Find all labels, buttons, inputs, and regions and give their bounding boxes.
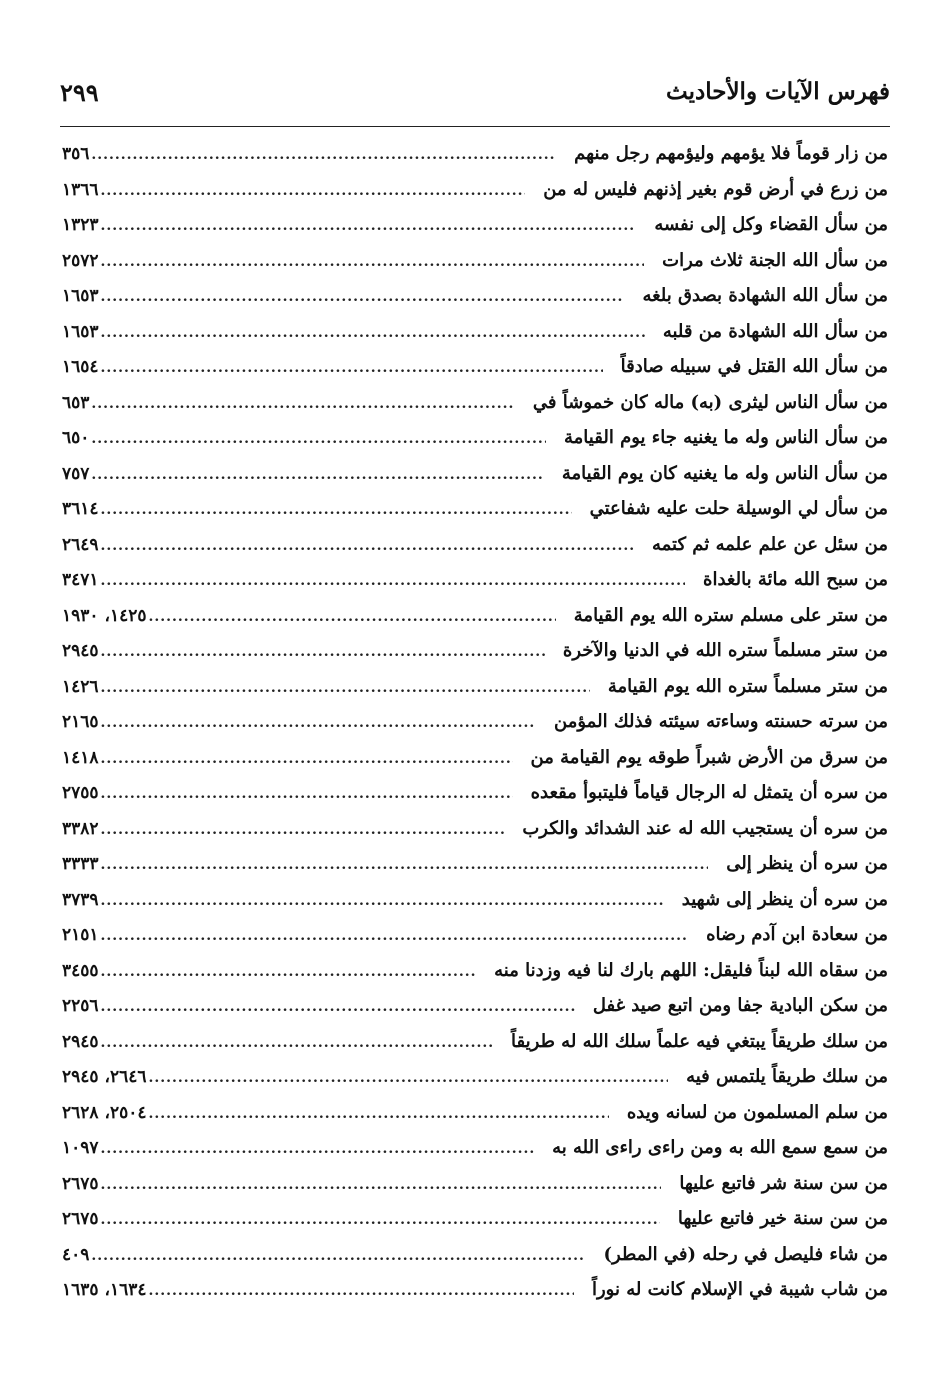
- index-entry: [62, 250, 888, 286]
- index-entry: [62, 321, 888, 357]
- entry-hadith-text: من سن سنة شر فاتبع عليها: [679, 1172, 888, 1194]
- index-entry: [62, 179, 888, 215]
- entry-hadith-text: من سأل الناس ليثرى (به) ماله كان خموشاً في: [532, 391, 888, 413]
- entry-hadith-text: من سأل الناس وله ما يغنيه جاء يوم القيامة: [564, 427, 888, 448]
- index-entry: [62, 605, 888, 641]
- entry-hadith-text: من سبح الله مائة بالغداة: [703, 569, 888, 590]
- entry-hadith-text: من سره أن يتمثل له الرجال قياماً فليتبوأ مقعده: [530, 782, 888, 803]
- entry-reference-numbers: ٢٧٥٥: [62, 783, 99, 803]
- page-header: [60, 76, 890, 116]
- index-entry: [62, 1102, 888, 1138]
- entry-reference-numbers: ٢١٦٥: [62, 712, 99, 732]
- dot-leader: [101, 360, 603, 376]
- entry-reference-numbers: ٢٢٥٦: [62, 996, 99, 1016]
- entry-hadith-text: من سكن البادية جفا ومن اتبع صيد غفل: [592, 995, 888, 1016]
- index-entry: [62, 392, 888, 428]
- entry-reference-numbers: ١٦٥٣: [62, 286, 99, 306]
- entry-reference-numbers: ١٦٣٤، ١٦٣٥: [62, 1280, 147, 1300]
- entry-reference-numbers: ٢٥٠٤، ٢٦٢٨: [62, 1102, 147, 1123]
- entry-reference-numbers: ١٤٢٥، ١٩٣٠: [62, 605, 147, 626]
- entry-hadith-text: من سن سنة خير فاتبع عليها: [677, 1208, 888, 1229]
- entry-reference-numbers: ٣٣٨٢: [62, 818, 99, 839]
- dot-leader: [101, 786, 513, 802]
- running-title: فهرس الآيات والأحاديث: [665, 78, 890, 105]
- index-entry: [62, 1137, 888, 1173]
- entry-reference-numbers: ٦٥٠: [62, 428, 90, 448]
- entry-hadith-text: من سأل لي الوسيلة حلت عليه شفاعتي: [589, 498, 888, 519]
- entry-reference-numbers: ٢٦٧٥: [62, 1173, 99, 1194]
- entry-hadith-text: من شاء فليصل في رحله (في المطر): [603, 1243, 888, 1265]
- entry-reference-numbers: ٢١٥١: [62, 925, 99, 945]
- entry-reference-numbers: ٧٥٧: [62, 463, 90, 484]
- dot-leader: [101, 1141, 535, 1157]
- index-entry: [62, 214, 888, 250]
- dot-leader: [101, 538, 634, 554]
- dot-leader: [101, 325, 645, 341]
- dot-leader: [101, 644, 545, 660]
- entry-hadith-text: من ستر على مسلم ستره الله يوم القيامة: [573, 604, 888, 626]
- entry-reference-numbers: ١٠٩٧: [62, 1138, 99, 1158]
- dot-leader: [101, 289, 625, 305]
- entry-hadith-text: من سرق من الأرض شبراً طوقه يوم القيامة من: [530, 746, 888, 768]
- index-entry: [62, 889, 888, 925]
- entry-reference-numbers: ٢٩٤٥: [62, 1031, 99, 1052]
- index-entry: [62, 853, 888, 889]
- dot-leader: [101, 999, 575, 1015]
- dot-leader: [91, 1248, 585, 1264]
- index-entry: [62, 498, 888, 534]
- index-entry: [62, 640, 888, 676]
- header-rule: [60, 126, 890, 127]
- dot-leader: [148, 1106, 608, 1122]
- entry-hadith-text: من سعادة ابن آدم رضاه: [706, 924, 888, 945]
- index-entry: [62, 534, 888, 570]
- entry-hadith-text: من ستر مسلماً ستره الله يوم القيامة: [607, 675, 888, 697]
- dot-leader: [101, 218, 637, 234]
- entry-reference-numbers: ١٤٢٦: [62, 676, 99, 697]
- index-entry: [62, 747, 888, 783]
- entry-reference-numbers: ٣٥٦: [62, 144, 90, 164]
- index-entry: [62, 1066, 888, 1102]
- index-entry: [62, 1173, 888, 1209]
- entry-hadith-text: من سئل عن علم علمه ثم كتمه: [651, 533, 888, 555]
- dot-leader: [101, 822, 505, 838]
- dot-leader: [101, 1035, 494, 1051]
- index-entry: [62, 960, 888, 996]
- entry-hadith-text: من زرع في أرض قوم بغير إذنهم فليس له من: [543, 178, 888, 200]
- entry-reference-numbers: ١٦٥٤: [62, 357, 99, 377]
- entry-hadith-text: من سره أن يستجيب الله له عند الشدائد والكرب: [522, 817, 888, 839]
- dot-leader: [101, 1212, 660, 1228]
- entry-reference-numbers: ٣٦١٤: [62, 499, 99, 519]
- entry-reference-numbers: ٣٧٣٩: [62, 889, 99, 910]
- entry-reference-numbers: ١٦٥٣: [62, 321, 99, 342]
- entry-hadith-text: من سلم المسلمون من لسانه ويده: [626, 1101, 888, 1123]
- index-entry: [62, 569, 888, 605]
- dot-leader: [101, 1177, 662, 1193]
- entry-reference-numbers: ٢٦٤٦، ٢٩٤٥: [62, 1067, 147, 1087]
- entry-reference-numbers: ٤٠٩: [62, 1244, 90, 1265]
- dot-leader: [101, 680, 590, 696]
- entry-hadith-text: من سمع سمع الله به ومن راءى راءى الله به: [552, 1137, 888, 1158]
- entry-reference-numbers: ٣٤٥٥: [62, 960, 99, 981]
- entry-hadith-text: من سأل الله الجنة ثلاث مرات: [662, 249, 888, 271]
- entry-reference-numbers: ١٣٦٦: [62, 179, 99, 200]
- dot-leader: [91, 467, 543, 483]
- index-entry: [62, 1279, 888, 1315]
- index-entry: [62, 463, 888, 499]
- index-entry: [62, 995, 888, 1031]
- dot-leader: [148, 1283, 573, 1299]
- dot-leader: [148, 609, 555, 625]
- index-entries-list: [62, 143, 888, 1315]
- entry-reference-numbers: ٣٤٧١: [62, 570, 99, 590]
- dot-leader: [101, 502, 572, 518]
- entry-reference-numbers: ٢٩٤٥: [62, 641, 99, 661]
- dot-leader: [101, 928, 689, 944]
- index-entry: [62, 1031, 888, 1067]
- dot-leader: [91, 396, 514, 412]
- entry-hadith-text: من سلك طريقاً يبتغي فيه علماً سلك الله له طريقاً: [511, 1030, 888, 1052]
- dot-leader: [101, 893, 664, 909]
- entry-hadith-text: من سأل الله القتل في سبيله صادقاً: [620, 356, 888, 377]
- index-entry: [62, 143, 888, 179]
- entry-hadith-text: من سره أن ينظر إلى: [726, 853, 888, 874]
- dot-leader: [148, 1070, 668, 1086]
- entry-reference-numbers: ٣٣٣٣: [62, 854, 99, 874]
- entry-reference-numbers: ١٣٢٣: [62, 215, 99, 235]
- entry-hadith-text: من زار قوماً فلا يؤمهم وليؤمهم رجل منهم: [574, 143, 888, 164]
- index-entry: [62, 711, 888, 747]
- entry-reference-numbers: ٢٥٧٢: [62, 250, 99, 271]
- entry-hadith-text: من سرته حسنته وساءته سيئته فذلك المؤمن: [554, 711, 888, 732]
- dot-leader: [101, 751, 513, 767]
- index-entry: [62, 924, 888, 960]
- entry-hadith-text: من ستر مسلماً ستره الله في الدنيا والآخرة: [562, 640, 888, 661]
- entry-hadith-text: من سأل القضاء وكل إلى نفسه: [654, 214, 888, 235]
- entry-reference-numbers: ١٤١٨: [62, 747, 99, 768]
- entry-hadith-text: من سأل الله الشهادة من قلبه: [662, 320, 888, 342]
- dot-leader: [101, 183, 526, 199]
- dot-leader: [101, 715, 537, 731]
- entry-hadith-text: من شاب شيبة في الإسلام كانت له نوراً: [591, 1279, 888, 1300]
- dot-leader: [101, 573, 686, 589]
- entry-hadith-text: من سلك طريقاً يلتمس فيه: [686, 1066, 888, 1087]
- index-entry: [62, 356, 888, 392]
- dot-leader: [101, 857, 709, 873]
- entry-hadith-text: من سأل الله الشهادة بصدق بلغه: [642, 285, 888, 306]
- entry-reference-numbers: ٦٥٣: [62, 392, 90, 413]
- entry-hadith-text: من سأل الناس وله ما يغنيه كان يوم القيامة: [561, 462, 888, 484]
- index-entry: [62, 285, 888, 321]
- dot-leader: [91, 147, 556, 163]
- index-entry: [62, 676, 888, 712]
- page-number: ٢٩٩: [60, 78, 99, 107]
- entry-reference-numbers: ٢٦٤٩: [62, 534, 99, 555]
- index-entry: [62, 782, 888, 818]
- index-entry: [62, 1244, 888, 1280]
- index-entry: [62, 818, 888, 854]
- index-entry: [62, 427, 888, 463]
- entry-hadith-text: من سقاه الله لبناً فليقل: اللهم بارك لنا فيه وزدنا منه: [494, 959, 888, 981]
- dot-leader: [91, 431, 546, 447]
- dot-leader: [101, 254, 645, 270]
- index-entry: [62, 1208, 888, 1244]
- dot-leader: [101, 964, 477, 980]
- entry-hadith-text: من سره أن ينظر إلى شهيد: [681, 888, 888, 910]
- entry-reference-numbers: ٢٦٧٥: [62, 1209, 99, 1229]
